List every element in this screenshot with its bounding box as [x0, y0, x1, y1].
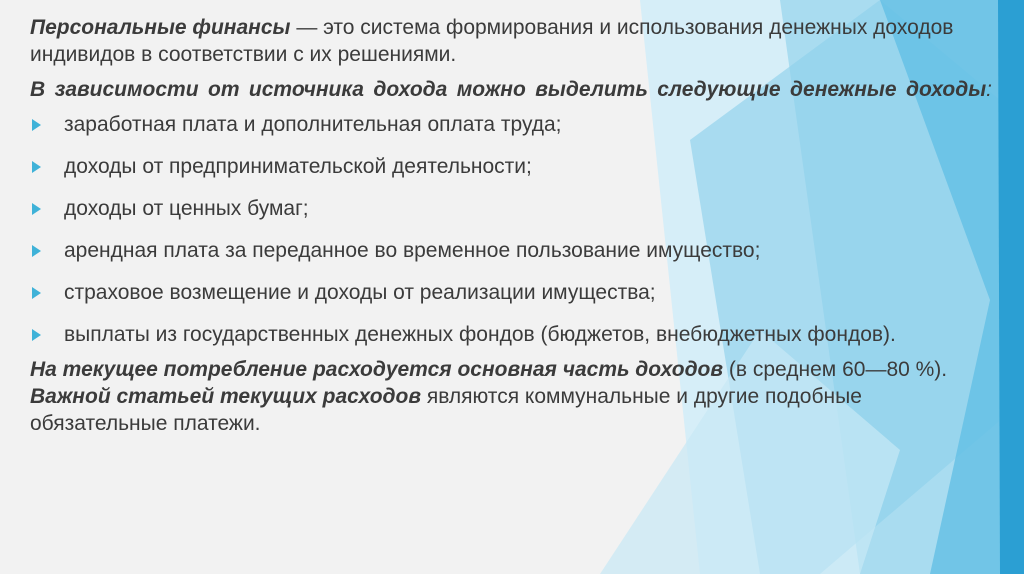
list-item [30, 111, 992, 138]
triangle-right-icon [32, 245, 41, 257]
list-item [30, 279, 992, 306]
conclusion-part1: На текущее потребление расходуется основная часть доходов [30, 358, 724, 381]
list-item-text: заработная плата и дополнительная оплата труда; [64, 113, 562, 136]
triangle-right-icon [32, 161, 41, 173]
list-item-text: арендная плата за переданное во временное пользование имущество; [64, 239, 761, 262]
triangle-right-icon [32, 287, 41, 299]
list-item [30, 321, 992, 348]
source-intro-paragraph [30, 76, 992, 103]
definition-text: — это система формирования и использования денежных доходов индивидов в соответствии с их решениями. [30, 16, 954, 66]
conclusion-part3: Важной статьей текущих расходов [30, 385, 422, 408]
source-intro-text: В зависимости от источника дохода можно выделить следующие денежные доходы [30, 78, 987, 101]
triangle-right-icon [32, 119, 41, 131]
list-item-text: доходы от предпринимательской деятельности; [64, 155, 532, 178]
conclusion-part4: являются коммунальные и другие подобные обязательные платежи. [30, 385, 862, 435]
slide-content [30, 14, 992, 445]
triangle-right-icon [32, 329, 41, 341]
list-item [30, 237, 992, 264]
source-intro-colon: : [986, 78, 992, 101]
triangle-right-icon [32, 203, 41, 215]
conclusion-part2: (в среднем 60—80 %). [723, 358, 948, 381]
list-item-text: доходы от ценных бумаг; [64, 197, 309, 220]
conclusion-paragraph [30, 356, 992, 437]
facet-dark-edge [998, 0, 1024, 574]
list-item [30, 153, 992, 180]
list-item [30, 195, 992, 222]
list-item-text: выплаты из государственных денежных фондов (бюджетов, внебюджетных фондов). [64, 323, 896, 346]
list-item-text: страховое возмещение и доходы от реализации имущества; [64, 281, 656, 304]
income-list [30, 111, 992, 348]
definition-paragraph [30, 14, 992, 68]
definition-term: Персональные финансы [30, 16, 291, 39]
